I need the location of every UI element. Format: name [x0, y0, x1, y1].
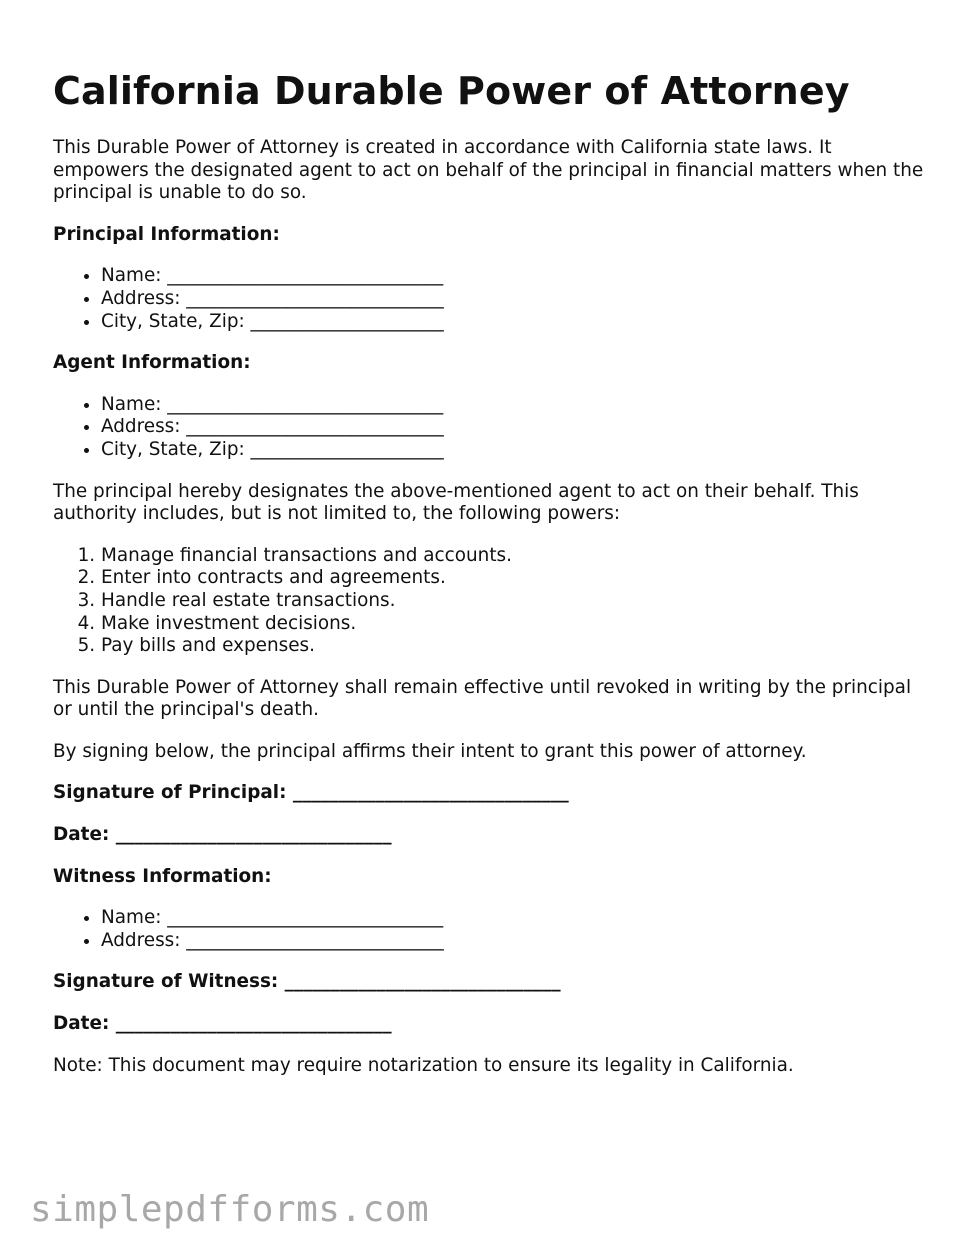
principal-heading: Principal Information: [53, 223, 280, 245]
agent-fields-list [53, 394, 933, 462]
witness-name-field[interactable]: • Name: ______________________________ [101, 907, 933, 930]
document-title: California Durable Power of Attorney [53, 69, 850, 113]
effective-paragraph: This Durable Power of Attorney shall remain effective until revoked in writing by the principal or until the principal's death. [53, 676, 912, 721]
witness-date-field[interactable]: Date: ______________________________ [53, 1013, 392, 1035]
witness-heading: Witness Information: [53, 865, 272, 887]
witness-address-field[interactable]: • Address: ____________________________ [101, 930, 933, 953]
agent-heading: Agent Information: [53, 352, 251, 374]
witness-fields-list [53, 907, 933, 952]
agent-name-field[interactable]: • Name: ______________________________ [101, 394, 933, 417]
principal-date-field[interactable]: Date: ______________________________ [53, 824, 392, 846]
principal-signature-field[interactable]: Signature of Principal: ______________________________ [53, 782, 569, 804]
principal-fields-list [53, 265, 933, 333]
principal-name-field[interactable]: • Name: ______________________________ [101, 265, 933, 288]
power-item: 1. Manage financial transactions and accounts. [101, 545, 933, 568]
principal-city-state-zip-field[interactable]: • City, State, Zip: _____________________ [101, 311, 933, 334]
power-item: 5. Pay bills and expenses. [101, 635, 933, 658]
power-item: 2. Enter into contracts and agreements. [101, 567, 933, 590]
agent-address-field[interactable]: • Address: ____________________________ [101, 416, 933, 439]
witness-signature-field[interactable]: Signature of Witness: ______________________________ [53, 971, 561, 993]
power-item: 4. Make investment decisions. [101, 613, 933, 636]
principal-address-field[interactable]: • Address: ____________________________ [101, 288, 933, 311]
power-item: 3. Handle real estate transactions. [101, 590, 933, 613]
intro-paragraph: This Durable Power of Attorney is created in accordance with California state laws. It empowers the designated agent to act on behalf of the principal in financial matters when the principal is unable to do so. [53, 137, 924, 204]
powers-list [53, 545, 933, 658]
notarization-note: Note: This document may require notarization to ensure its legality in California. [53, 1054, 794, 1076]
agent-city-state-zip-field[interactable]: • City, State, Zip: _____________________ [101, 439, 933, 462]
affirm-paragraph: By signing below, the principal affirms their intent to grant this power of attorney. [53, 740, 807, 762]
designation-paragraph: The principal hereby designates the above-mentioned agent to act on their behalf. This authority includes, but is not limited to, the following powers: [53, 480, 859, 525]
document-page [53, 62, 933, 1096]
watermark-text: simplepdfforms.com [30, 1189, 430, 1230]
